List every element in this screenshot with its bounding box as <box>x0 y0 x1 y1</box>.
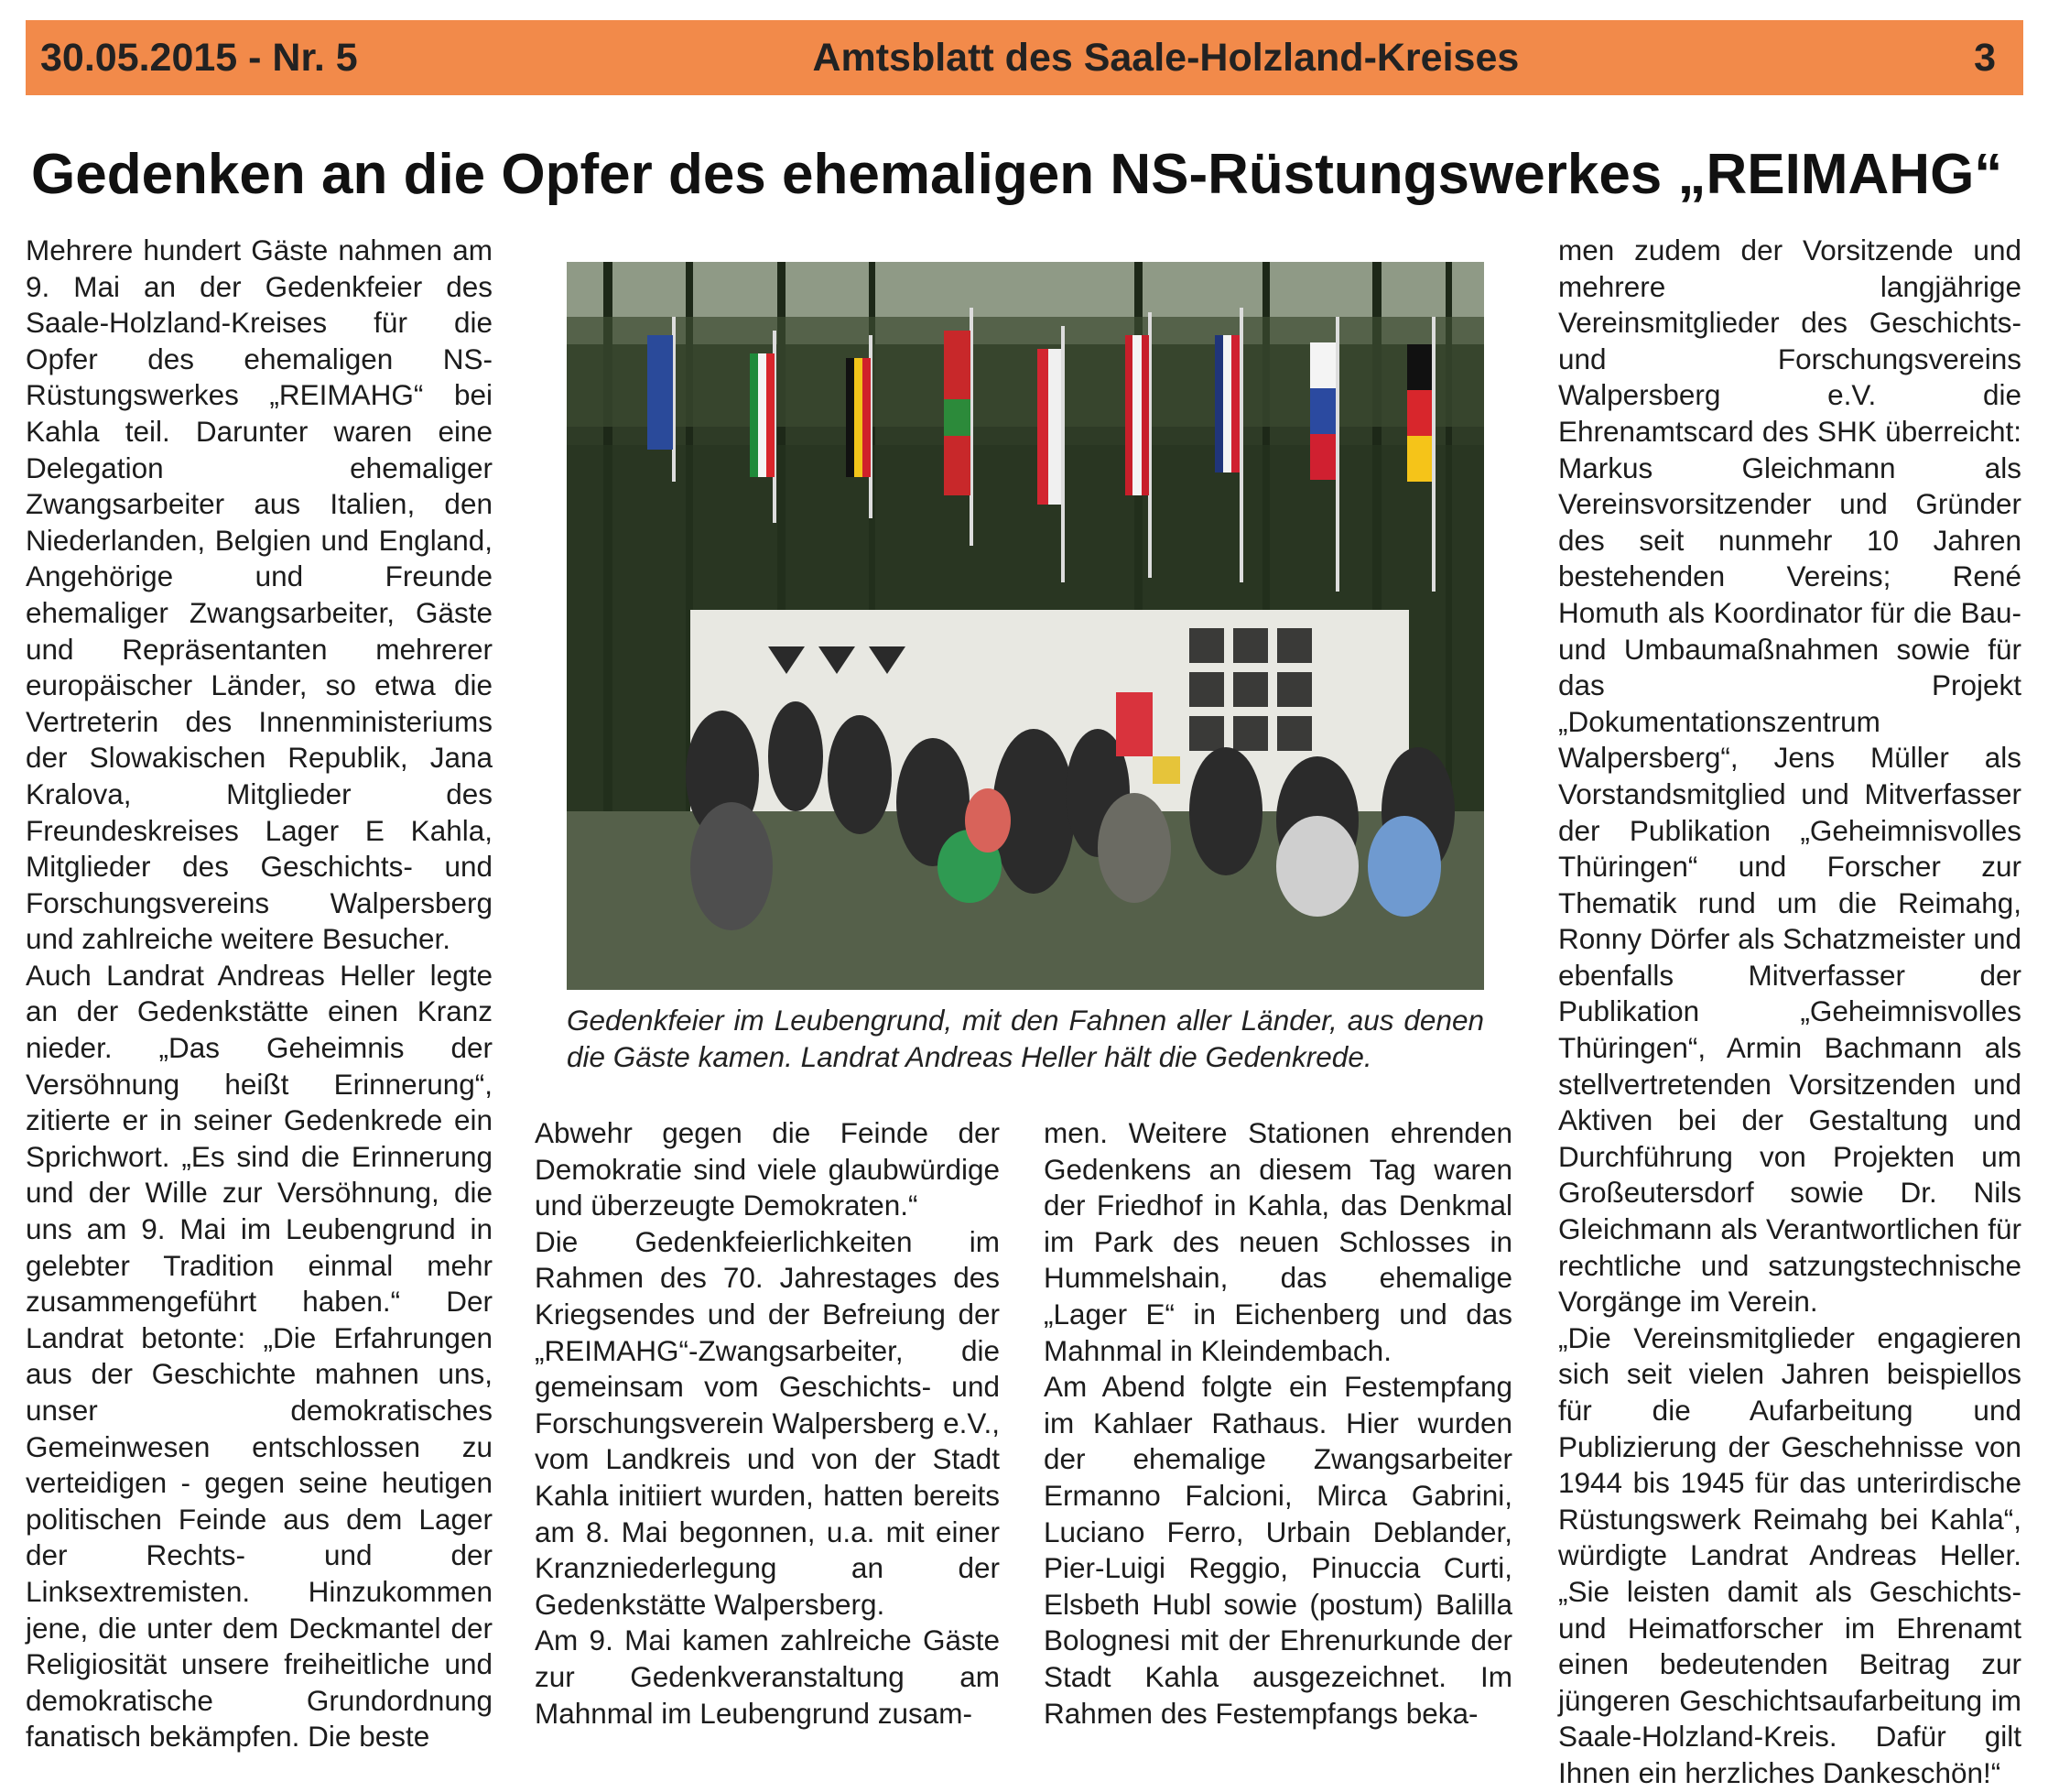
paragraph: men zudem der Vorsitzende und mehrere langjährige Vereinsmitglieder des Geschichts- und Forschungsvereins Walpersberg e.V. die Ehrenamtscard des SHK überreicht: Markus Gleichmann als Vereinsvorsitzender und Gründer des seit nunmehr 10 Jahren bestehenden Vereins; René Homuth als Koordinator für die Bau- und Umbaumaßnahmen sowie für das Projekt „Dokumentationszentrum Walpersberg“, Jens Müller als Vorstandsmitglied und Mitverfasser der Publikation „Geheimnisvolles Thüringen“ und Forscher zur Thematik rund um die Reimahg, Ronny Dörfer als Schatzmeister und ebenfalls Mitverfasser der Publikation „Geheimnisvolles Thüringen“, Armin Bachmann als stellvertretenden Vorsitzenden und Aktiven bei der Gestaltung und Durchführung von Projekten um Großeutersdorf sowie Dr. Nils Gleichmann als Verantwortlichen für rechtliche und satzungstechnische Vorgänge im Verein. <box>1558 234 2021 1319</box>
page-number: 3 <box>1974 35 1996 80</box>
paragraph: men. Weitere Stationen ehrenden Gedenkens an diesem Tag waren der Friedhof in Kahla, das Denkmal im Park des neuen Schlosses in Hummelshain, das ehemalige „Lager E“ in Eichenberg und das Mahnmal in Kleindembach. <box>1044 1116 1512 1367</box>
paragraph: Abwehr gegen die Feinde der Demokratie sind viele glaubwürdige und überzeugte Demokraten.“ <box>535 1116 1000 1222</box>
header-banner <box>26 20 2023 95</box>
paragraph: Mehrere hundert Gäste nahmen am 9. Mai an der Gedenkfeier des Saale-Holzland-Kreises für die Opfer des ehemaligen NS-Rüstungswerkes „REIMAHG“ bei Kahla teil. Darunter waren eine Delegation ehemaliger Zwangsarbeiter aus Italien, den Niederlanden, Belgien und England, Angehörige und Freunde ehemaliger Zwangsarbeiter, Gäste und Repräsentanten mehrerer europäischer Länder, so etwa die Vertreterin des Innenministeriums der Slowakischen Republik, Jana Kralova, Mitglieder des Freundeskreises Lager E Kahla, Mitglieder des Geschichts- und Forschungsvereins Walpersberg und zahlreiche weitere Besucher. <box>26 234 493 956</box>
memorial-ceremony-image <box>567 262 1484 990</box>
paragraph: Am 9. Mai kamen zahlreiche Gäste zur Gedenkveranstaltung am Mahnmal im Leubengrund zusam- <box>535 1624 1000 1730</box>
issue-date: 30.05.2015 - Nr. 5 <box>40 35 358 80</box>
paragraph: Auch Landrat Andreas Heller legte an der Gedenkstätte einen Kranz nieder. „Das Geheimnis der Versöhnung heißt Erinnerung“, zitierte er in seiner Gedenkrede ein Sprichwort. „Es sind die Erinnerung und der Wille zur Versöhnung, die uns am 9. Mai im Leubengrund in gelebter Tradition einmal mehr zusammengeführt haben.“ Der Landrat betonte: „Die Erfahrungen aus der Geschichte mahnen uns, unser demokratisches Gemeinwesen entschlossen zu verteidigen - gegen seine heutigen politischen Feinde aus dem Lager der Rechts- und der Linksextremisten. Hinzukommen jene, die unter dem Deckmantel der Religiosität unsere freiheitliche und demokratische Grundordnung fanatisch bekämpfen. Die beste <box>26 958 493 1754</box>
memorial-photo <box>567 262 1484 990</box>
paragraph: Am Abend folgte ein Festempfang im Kahlaer Rathaus. Hier wurden der ehemalige Zwangsarbeiter Ermanno Falcioni, Mirca Gabrini, Luciano Ferro, Urbain Deblander, Pier-Luigi Reggio, Pinuccia Curti, Elsbeth Hubl sowie (postum) Balilla Bolognesi mit der Ehrenurkunde der Stadt Kahla ausgezeichnet. Im Rahmen des Festempfangs beka- <box>1044 1370 1512 1730</box>
paragraph: Die Gedenkfeierlichkeiten im Rahmen des 70. Jahrestages des Kriegsendes und der Befreiung der „REIMAHG“-Zwangsarbeiter, die gemeinsam vom Geschichts- und Forschungsverein Walpersberg e.V., vom Landkreis und von der Stadt Kahla initiiert wurden, hatten bereits am 8. Mai begonnen, u.a. mit einer Kranzniederlegung an der Gedenkstätte Walpersberg. <box>535 1224 1000 1621</box>
article-headline: Gedenken an die Opfer des ehemaligen NS-Rüstungswerkes „REIMAHG“ <box>31 143 2003 206</box>
photo-caption: Gedenkfeier im Leubengrund, mit den Fahnen aller Länder, aus denen die Gäste kamen. Landrat Andreas Heller hält die Gedenkrede. <box>567 1004 1484 1073</box>
publication-title: Amtsblatt des Saale-Holzland-Kreises <box>812 35 1520 80</box>
article-column-4 <box>1558 233 2021 1792</box>
article-column-3 <box>1044 1115 1512 1732</box>
article-column-1 <box>26 233 493 1755</box>
paragraph: „Die Vereinsmitglieder engagieren sich seit vielen Jahren beispiellos für die Aufarbeitung und Publizierung der Geschehnisse von 1944 bis 1945 für das unterirdische Rüstungswerk Reimahg bei Kahla“, würdigte Landrat Andreas Heller. „Sie leisten damit als Geschichts- und Heimatforscher im Ehrenamt einen bedeutenden Beitrag zur jüngeren Geschichtsaufarbeitung im Saale-Holzland-Kreis. Dafür gilt Ihnen ein herzliches Dankeschön!“ <box>1558 1320 2021 1789</box>
article-column-2 <box>535 1115 1000 1732</box>
